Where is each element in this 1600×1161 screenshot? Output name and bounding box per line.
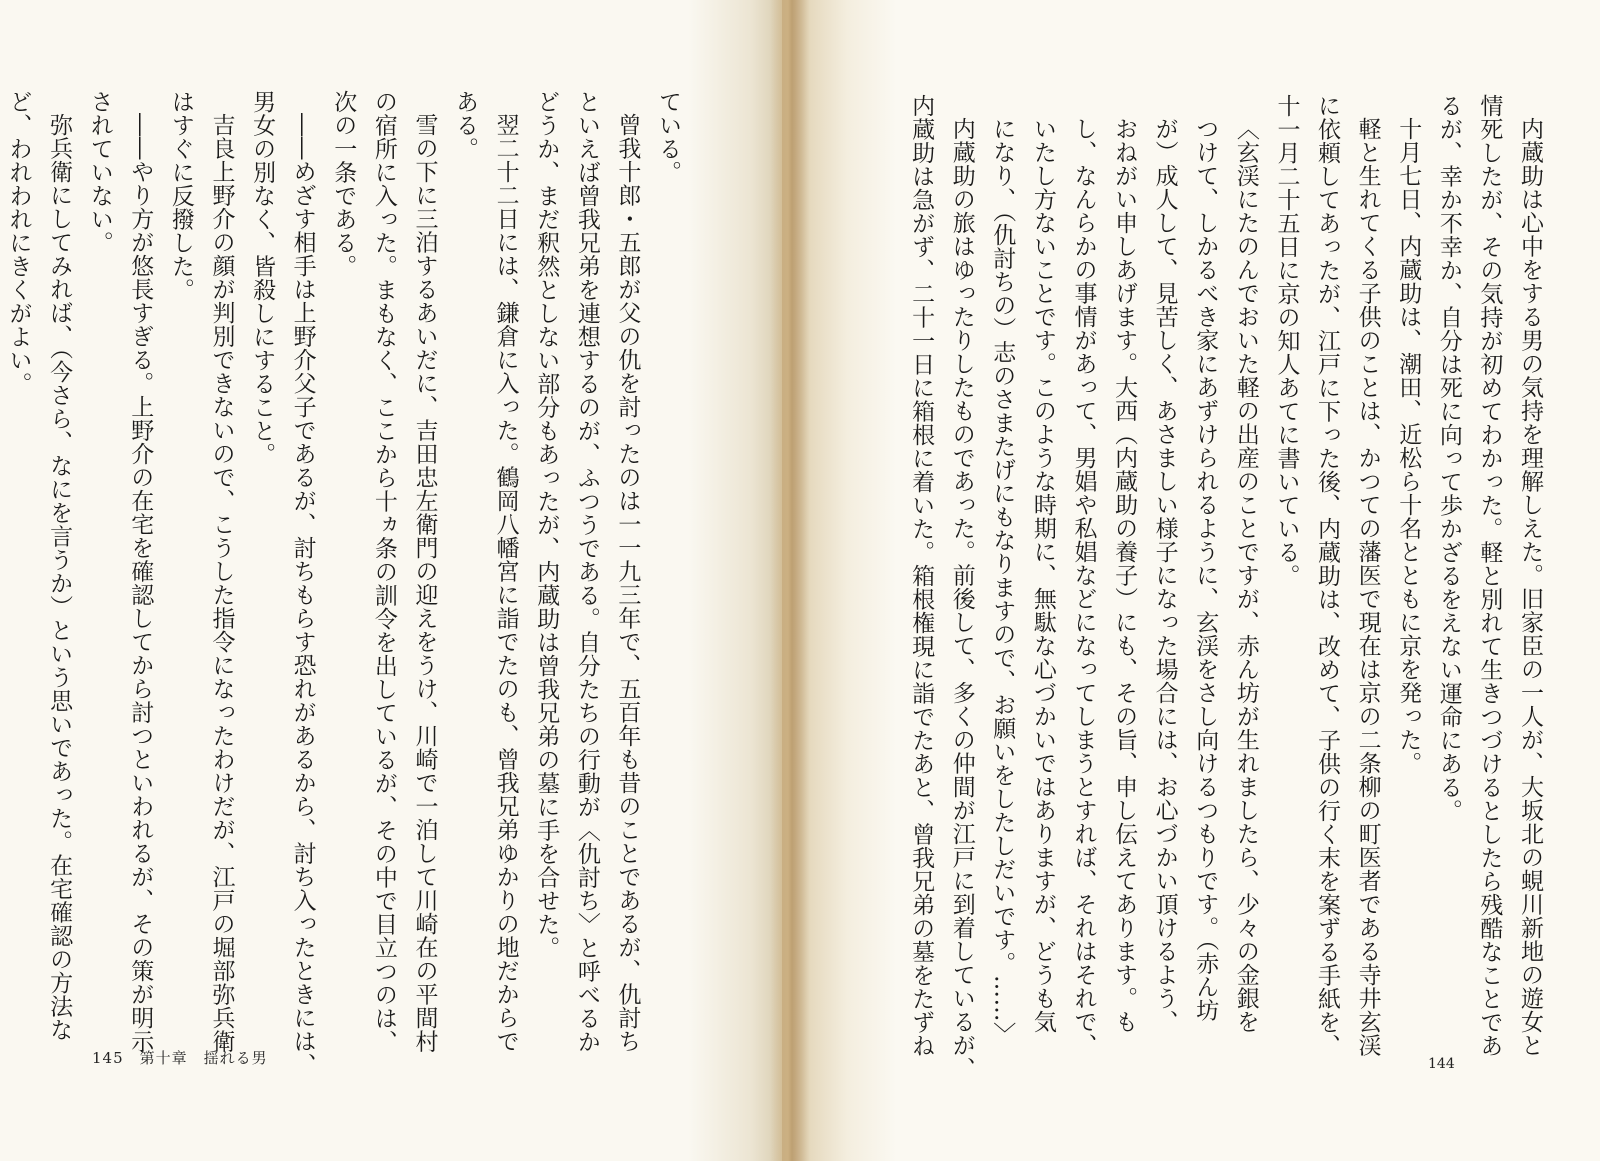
body-line: し、なんらかの事情があって、男娼や私娼などになってしまうとすれば、それはそれで、	[1070, 117, 1097, 1057]
body-line: 内蔵助の旅はゆったりしたものであった。前後して、多くの仲間が江戸に到着しているが、	[948, 117, 975, 1081]
body-line: の宿所に入った。まもなく、ここから十ヵ条の訓令を出しているが、その中で目立つのは、	[370, 90, 397, 1054]
book-gutter	[770, 0, 810, 1161]
body-line: 〈玄渓にたのんでおいた軽の出産のことですが、赤ん坊が生れましたら、少々の金銀を	[1232, 117, 1259, 1034]
body-line: に依頼してあったが、江戸に下った後、内蔵助は、改めて、子供の行く末を案ずる手紙を、	[1314, 94, 1341, 1058]
body-line: ある。	[452, 90, 479, 161]
body-line: 十一月二十五日に京の知人あてに書いている。	[1273, 94, 1300, 588]
body-line: 軽と生れてくる子供のことは、かつての藩医で現在は京の二条柳の町医者である寺井玄渓	[1354, 117, 1381, 1057]
body-line: 吉良上野介の顔が判別できないので、こうした指令になったわけだが、江戸の堀部弥兵衛	[208, 113, 235, 1053]
body-line: 雪の下に三泊するあいだに、吉田忠左衛門の迎えをうけ、川崎で一泊して川崎在の平間村	[411, 113, 438, 1053]
body-line: どうか、まだ釈然としない部分もあったが、内蔵助は曾我兄弟の墓に手を合せた。	[533, 90, 560, 960]
body-line: 弥兵衛にしてみれば、（今さら、なにを言うか）という思いであった。在宅確認の方法な	[46, 113, 73, 1042]
page-number-right: 144	[1428, 1056, 1455, 1072]
body-line: ど、われわれにきくがよい。	[5, 90, 32, 396]
body-line: 内蔵助は急がず、二十一日に箱根に着いた。箱根権現に詣でたあと、曾我兄弟の墓をたずね	[908, 94, 935, 1058]
body-line: 次の一条である。	[330, 90, 357, 278]
page-number: 145	[92, 1049, 124, 1067]
body-line: はすぐに反撥した。	[167, 90, 194, 302]
body-line: 翌二十二日には、鎌倉に入った。鶴岡八幡宮に詣でたのも、曾我兄弟ゆかりの地だからで	[492, 113, 519, 1053]
body-line: が）成人して、見苦しく、あさましい様子になった場合には、お心づかい頂けるよう、	[1151, 117, 1178, 1034]
body-line: といえば曾我兄弟を連想するのが、ふつうである。自分たちの行動が〈仇討ち〉と呼べるか	[573, 90, 600, 1054]
chapter-title: 揺れる男	[203, 1049, 268, 1067]
body-line: になり、（仇討ちの）志のさまたげにもなりますので、お願いをしたしだいです。……〉	[989, 117, 1016, 1046]
body-line: 男女の別なく、皆殺しにすること。	[249, 90, 276, 466]
body-line: されていない。	[86, 90, 113, 255]
body-line: つけて、しかるべき家にあずけられるように、玄渓をさし向けるつもりです。（赤ん坊	[1192, 117, 1219, 1022]
body-line: 曾我十郎・五郎が父の仇を討ったのは一一九三年で、五百年も昔のことであるが、仇討ち	[614, 113, 641, 1053]
right-page	[782, 0, 1600, 1161]
body-line: ――やり方が悠長すぎる。上野介の在宅を確認してから討つといわれるが、その策が明示	[127, 113, 154, 1053]
chapter-number: 第十章	[139, 1049, 188, 1067]
body-line: 内蔵助は心中をする男の気持を理解しえた。旧家臣の一人が、大坂北の蜆川新地の遊女と	[1517, 117, 1543, 1057]
body-line: ――めざす相手は上野介父子であるが、討ちもらす恐れがあるから、討ち入ったときには、	[289, 113, 316, 1077]
body-line: るが、幸か不幸か、自分は死に向って歩かざるをえない運命にある。	[1435, 94, 1462, 823]
page-footer-left	[92, 1047, 284, 1068]
body-line: ている。	[655, 90, 681, 184]
body-line: おねがい申しあげます。大西（内蔵助の養子）にも、その旨、申し伝えてあります。も	[1111, 117, 1138, 1034]
body-line: いたし方ないことです。このような時期に、無駄な心づかいではありますが、どうも気	[1029, 117, 1056, 1034]
body-line: 情死したが、その気持が初めてわかった。軽と別れて生きつづけるとしたら残酷なことであ	[1476, 94, 1503, 1058]
left-page	[0, 0, 782, 1161]
body-line: 十月七日、内蔵助は、潮田、近松ら十名とともに京を発った。	[1395, 117, 1422, 775]
